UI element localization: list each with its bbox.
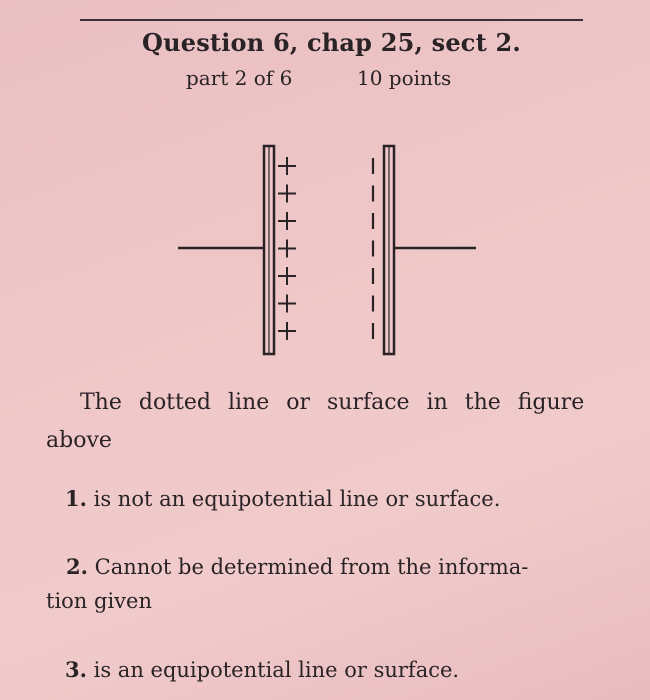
top-rule — [80, 19, 583, 21]
choice-number: 3. — [65, 657, 87, 682]
prompt-line-1: The dotted line or surface in the figure — [80, 390, 585, 415]
points-label: 10 points — [357, 66, 452, 90]
plus-sign — [278, 157, 296, 175]
choice-text-continued: tion given — [46, 589, 152, 613]
plus-sign — [278, 240, 296, 258]
question-prompt — [46, 384, 616, 460]
choice-text: Cannot be determined from the informa- — [94, 555, 529, 579]
choice-2[interactable] — [46, 550, 626, 618]
choice-text: is an equipotential line or surface. — [93, 658, 460, 682]
choice-number: 2. — [66, 554, 88, 579]
positive-charges — [278, 157, 296, 340]
choice-text: is not an equipotential line or surface. — [93, 487, 501, 511]
plus-sign — [278, 322, 296, 340]
plus-sign — [278, 295, 296, 313]
choice-1[interactable] — [65, 482, 500, 516]
part-label: part 2 of 6 — [186, 66, 293, 90]
choice-number: 1. — [65, 486, 87, 511]
question-title: Question 6, chap 25, sect 2. — [142, 28, 521, 57]
prompt-line-2: above — [46, 428, 112, 453]
plus-sign — [278, 267, 296, 285]
plus-sign — [278, 212, 296, 230]
capacitor-figure — [170, 140, 490, 365]
plus-sign — [278, 185, 296, 203]
choice-3[interactable] — [65, 653, 459, 687]
